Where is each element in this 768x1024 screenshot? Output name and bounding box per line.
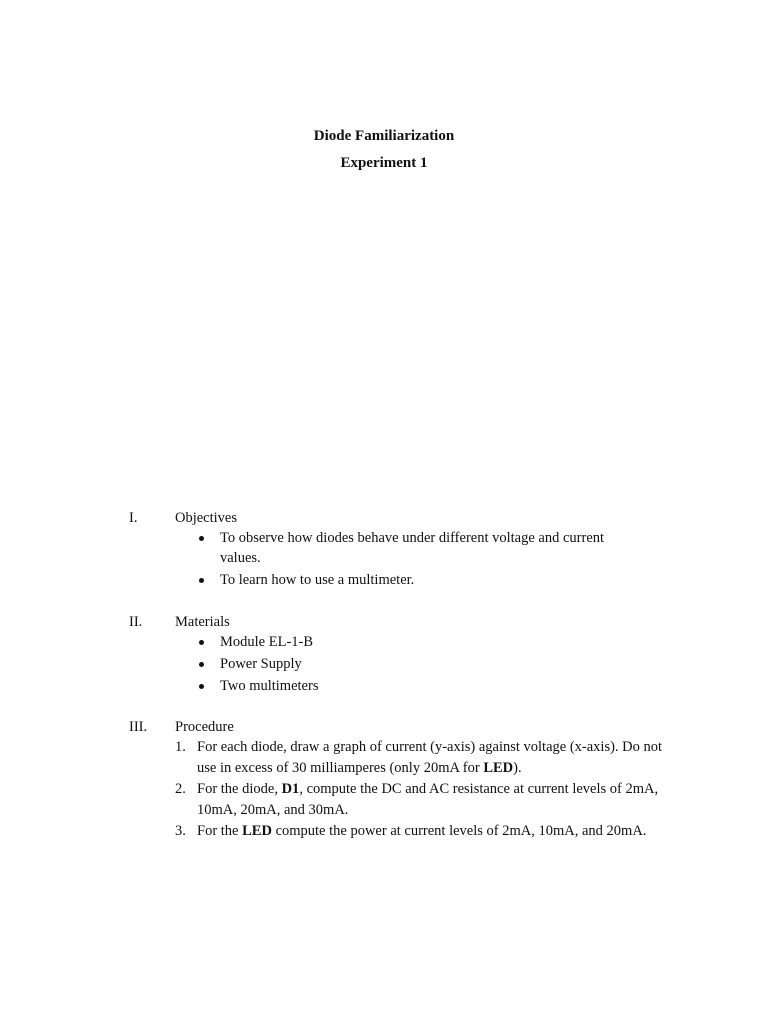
step-number: 3. <box>175 823 186 839</box>
bullet-icon <box>199 640 204 645</box>
bullet-icon <box>199 684 204 689</box>
step-text-bold: LED <box>483 759 514 776</box>
bullet-icon <box>199 662 204 667</box>
materials-list <box>175 632 635 698</box>
step-text-part: For the diode, <box>197 781 282 797</box>
step-text-part: , compute the DC and AC resistance at current levels of 2mA, 10mA, 20mA, and 30mA. <box>197 781 659 818</box>
step-text-part: For each diode, draw a graph of current (y-axis) against voltage (x-axis). Do not use in excess of 30 milliamperes (only 20mA for <box>197 739 663 776</box>
objectives-list <box>175 528 635 592</box>
step-number: 2. <box>175 781 186 797</box>
list-item <box>175 528 635 568</box>
list-item <box>175 570 635 590</box>
section-heading: Materials <box>175 614 230 630</box>
list-item <box>175 676 635 696</box>
section-numeral: III. <box>129 719 148 735</box>
section-numeral: I. <box>129 510 138 526</box>
list-item <box>175 632 635 652</box>
section-heading: Objectives <box>175 510 238 526</box>
step-text <box>197 739 662 776</box>
list-item <box>175 737 675 778</box>
step-text-bold: D1 <box>281 781 300 797</box>
step-text <box>197 781 658 818</box>
step-text-part: ). <box>513 759 522 776</box>
section-heading: Procedure <box>175 719 234 735</box>
step-number: 1. <box>175 739 186 755</box>
document-subtitle: Experiment 1 <box>340 155 428 171</box>
procedure-list <box>175 737 675 843</box>
step-text-part: For the <box>197 823 243 839</box>
step-text-part: compute the power at current levels of 2mA, 10mA, and 20mA. <box>271 823 647 839</box>
list-item-text: To learn how to use a multimeter. <box>220 572 415 588</box>
bullet-icon <box>199 578 204 583</box>
list-item-text: Power Supply <box>220 656 302 672</box>
section-numeral: II. <box>129 614 143 630</box>
step-text <box>197 823 646 839</box>
list-item-text: Two multimeters <box>220 678 319 694</box>
step-text-bold: LED <box>242 823 272 839</box>
list-item-text: Module EL-1-B <box>220 634 314 650</box>
document-title: Diode Familiarization <box>313 128 455 144</box>
list-item <box>175 821 675 842</box>
list-item <box>175 779 675 820</box>
bullet-icon <box>199 536 204 541</box>
list-item-text: To observe how diodes behave under different voltage and current values. <box>220 530 605 566</box>
list-item <box>175 654 635 674</box>
